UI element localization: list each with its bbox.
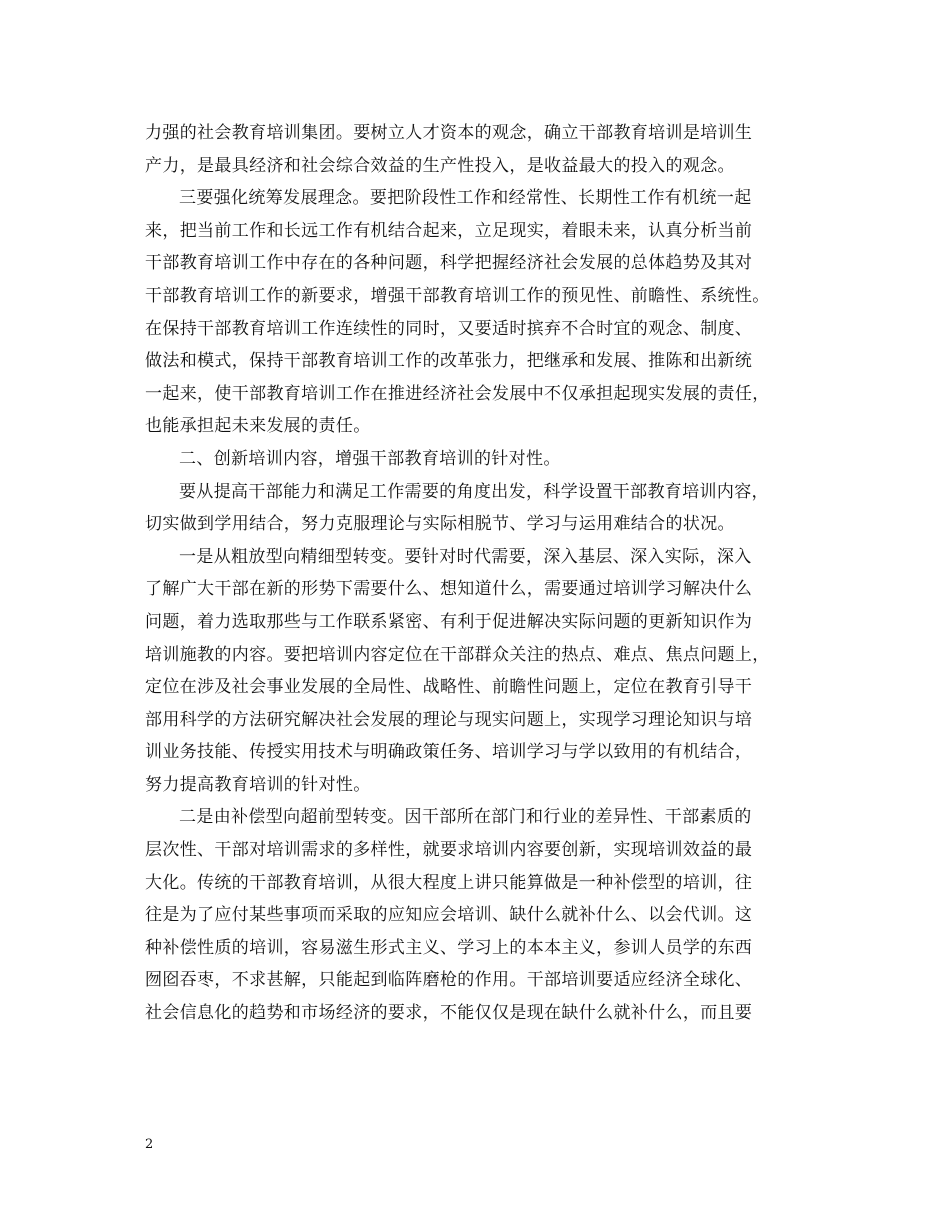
text-line: 部用科学的方法研究解决社会发展的理论与现实问题上，实现学习理论知识与培 [145, 709, 753, 730]
text-line: 来，把当前工作和长远工作有机结合起来，立足现实，着眼未来，认真分析当前 [145, 220, 753, 241]
text-line: 一是从粗放型向精细型转变。要针对时代需要，深入基层、深入实际，深入 [179, 546, 752, 567]
text-line: 干部教育培训工作的新要求，增强干部教育培训工作的预见性、前瞻性、系统性。 [145, 285, 770, 306]
text-line: 切实做到学用结合，努力克服理论与实际相脱节、学习与运用难结合的状况。 [145, 514, 735, 535]
text-line: 大化。传统的干部教育培训，从很大程度上讲只能算做是一种补偿型的培训，往 [145, 872, 753, 893]
text-line: 三要强化统筹发展理念。要把阶段性工作和经常性、长期性工作有机统一起 [179, 188, 752, 209]
text-line: 产力，是最具经济和社会综合效益的生产性投入，是收益最大的投入的观念。 [145, 155, 735, 176]
text-line: 干部教育培训工作中存在的各种问题，科学把握经济社会发展的总体趋势及其对 [145, 253, 753, 274]
body-text [145, 117, 825, 1030]
text-line: 训业务技能、传授实用技术与明确政策任务、培训学习与学以致用的有机结合， [145, 742, 753, 763]
page-number: 2 [145, 1137, 154, 1152]
text-line: 要从提高干部能力和满足工作需要的角度出发，科学设置干部教育培训内容， [179, 481, 769, 502]
text-line: 层次性、干部对培训需求的多样性，就要求培训内容要创新，实现培训效益的最 [145, 840, 753, 861]
text-line: 了解广大干部在新的形势下需要什么、想知道什么，需要通过培训学习解决什么 [145, 579, 753, 600]
text-line: 往是为了应付某些事项而采取的应知应会培训、缺什么就补什么、以会代训。这 [145, 905, 753, 926]
text-line: 问题，着力选取那些与工作联系紧密、有利于促进解决实际问题的更新知识作为 [145, 611, 753, 632]
text-line: 定位在涉及社会事业发展的全局性、战略性、前瞻性问题上，定位在教育引导干 [145, 677, 753, 698]
text-line: 努力提高教育培训的针对性。 [145, 774, 371, 795]
text-line: 囫囵吞枣，不求甚解，只能起到临阵磨枪的作用。干部培训要适应经济全球化、 [145, 970, 753, 991]
text-line: 一起来，使干部教育培训工作在推进经济社会发展中不仅承担起现实发展的责任， [145, 383, 770, 404]
text-line: 二、创新培训内容，增强干部教育培训的针对性。 [179, 448, 561, 469]
text-line: 社会信息化的趋势和市场经济的要求，不能仅仅是现在缺什么就补什么，而且要 [145, 1003, 753, 1024]
text-line: 二是由补偿型向超前型转变。因干部所在部门和行业的差异性、干部素质的 [179, 807, 752, 828]
text-line: 培训施教的内容。要把培训内容定位在干部群众关注的热点、难点、焦点问题上， [145, 644, 770, 665]
text-line: 在保持干部教育培训工作连续性的同时，又要适时摈弃不合时宜的观念、制度、 [145, 318, 753, 339]
text-line: 种补偿性质的培训，容易滋生形式主义、学习上的本本主义，参训人员学的东西 [145, 937, 753, 958]
text-line: 也能承担起未来发展的责任。 [145, 416, 371, 437]
text-line: 力强的社会教育培训集团。要树立人才资本的观念，确立干部教育培训是培训生 [145, 123, 753, 143]
text-line: 做法和模式，保持干部教育培训工作的改革张力，把继承和发展、推陈和出新统 [145, 351, 753, 372]
